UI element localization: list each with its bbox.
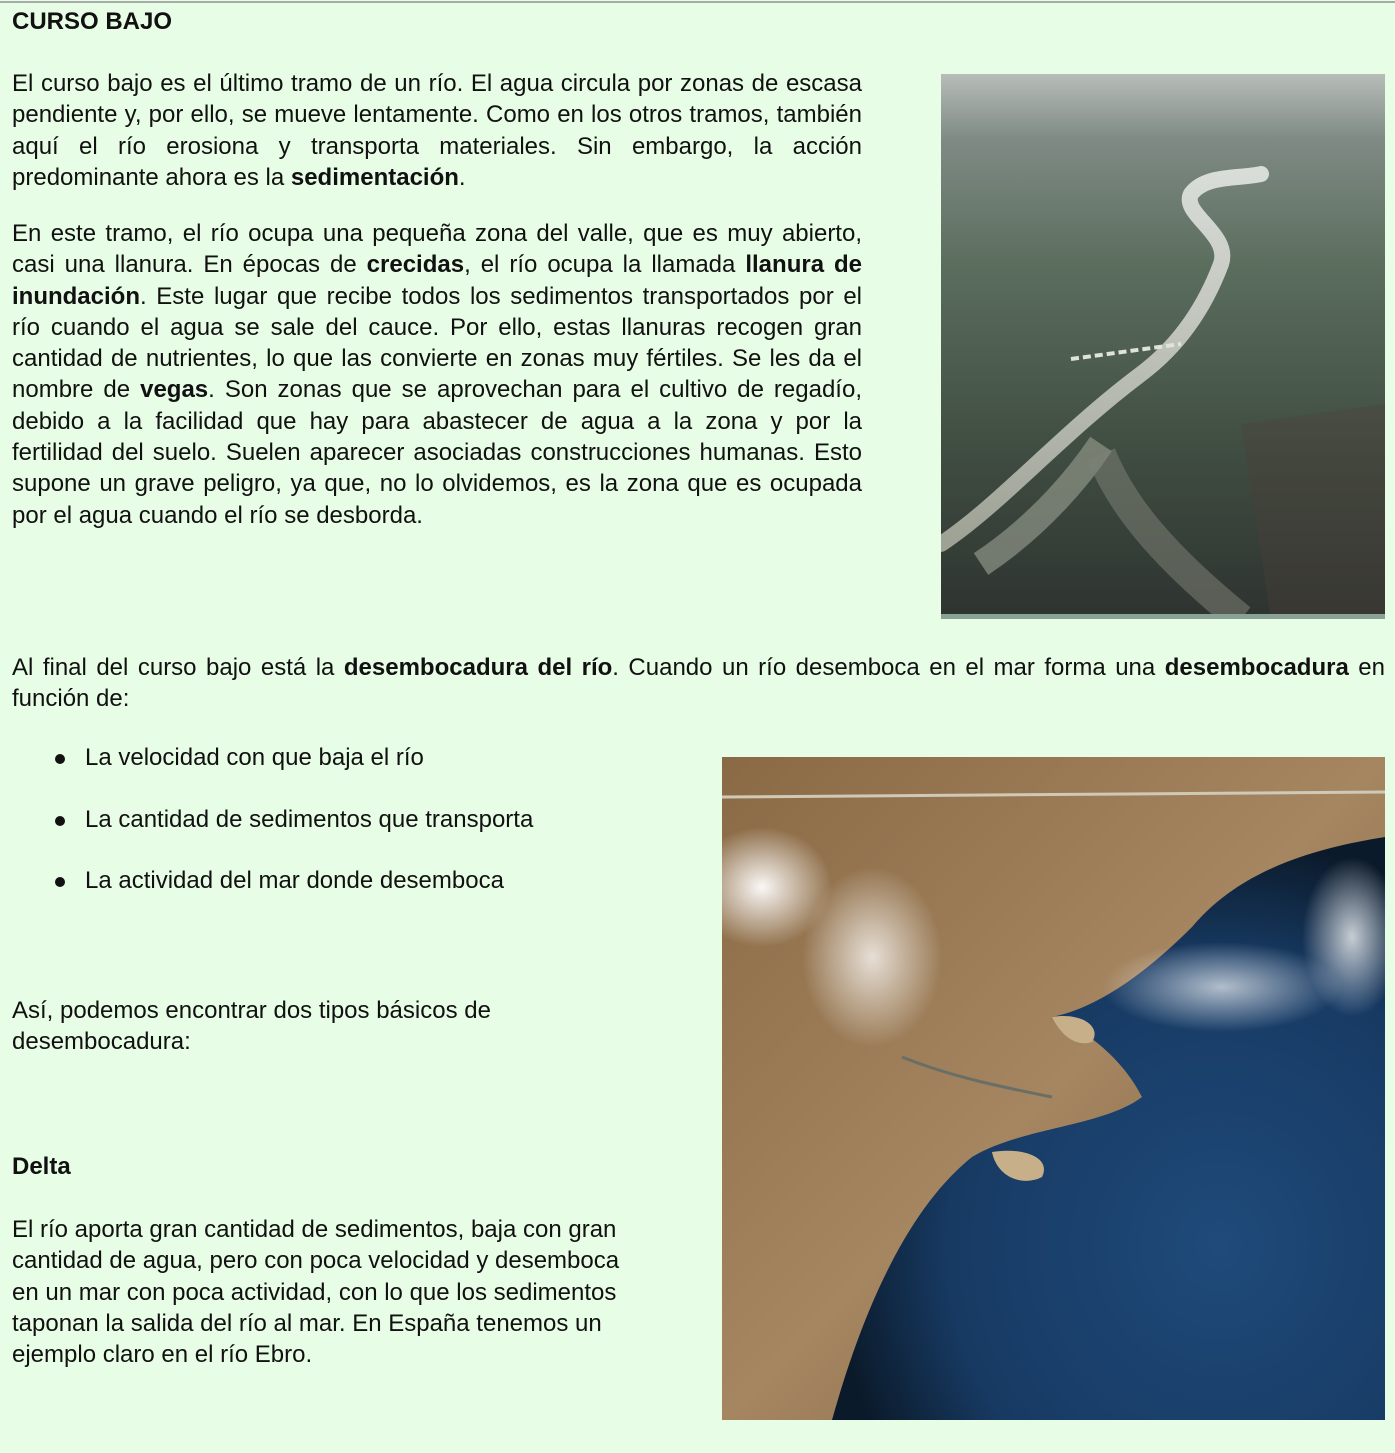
ebro-delta-satellite-photo [722, 757, 1385, 1420]
bullet-icon [55, 816, 65, 826]
list-item: La velocidad con que baja el río [40, 740, 533, 802]
factors-list [40, 740, 533, 925]
bullet-icon [55, 877, 65, 887]
types-intro: Así, podemos encontrar dos tipos básicos de desembocadura: [12, 997, 491, 1056]
top-divider [0, 1, 1395, 3]
bullet-icon [55, 754, 65, 764]
paragraph-floodplain: En este tramo, el río ocupa una pequeña zona del valle, que es muy abierto, casi una llanura. En épocas de crecidas, el río ocupa la llamada llanura de inundación. Este lugar que recibe todos los sedimentos transportados por el río cuando el agua se sale del cauce. Por ello, estas llanuras recogen gran cantidad de nutrientes, lo que las convierte en zonas muy fértiles. Se les da el nombre de vegas. Son zonas que se aprovechan para el cultivo de regadío, debido a la facilidad que hay para abastecer de agua a la zona y por la fertilidad del suelo. Suelen aparecer asociadas construcciones humanas. Esto supone un grave peligro, ya que, no lo olvidemos, es la zona que es ocupada por el agua cuando el río se desborda. [12, 220, 863, 529]
section-title: CURSO BAJO [12, 8, 173, 35]
paragraph-intro: El curso bajo es el último tramo de un río. El agua circula por zonas de escasa pendiente y, por ello, se mueve lentamente. Como en los otros tramos, también aquí el río erosiona y transporta materiales. Sin embargo, la acción predominante ahora es la sedimentación. [12, 70, 862, 191]
river-aerial-photo [941, 74, 1385, 619]
paragraph-mouth: Al final del curso bajo está la desembocadura del río. Cuando un río desemboca en el mar forma una desembocadura en función de: [12, 654, 1385, 713]
list-item: La actividad del mar donde desemboca [40, 863, 533, 925]
list-item: La cantidad de sedimentos que transporta [40, 802, 533, 864]
delta-description: El río aporta gran cantidad de sedimentos, baja con gran cantidad de agua, pero con poca velocidad y desemboca en un mar con poca actividad, con lo que los sedimentos taponan la salida del río al mar. En España tenemos un ejemplo claro en el río Ebro. [12, 1216, 620, 1369]
delta-heading: Delta [12, 1153, 71, 1180]
